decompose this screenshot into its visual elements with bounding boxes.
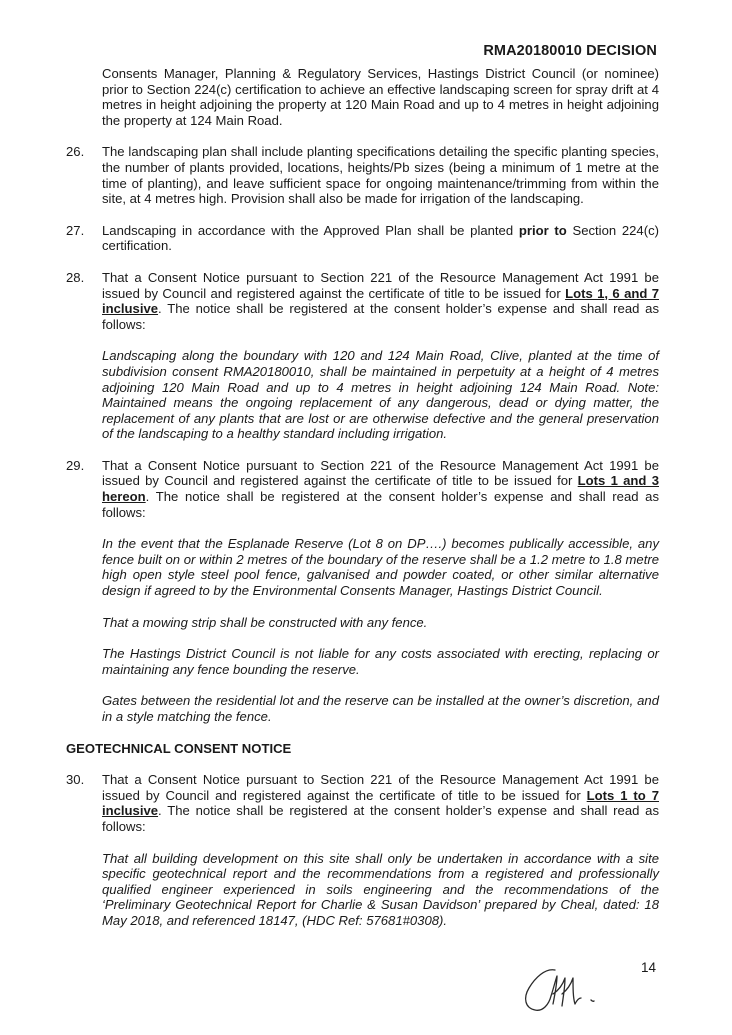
consent-notice-text: Landscaping along the boundary with 120 and 124 Main Road, Clive, planted at the time of subdivision consent RMA20180010, shall be maintained in perpetuity at a height of 4 metres adjoining 120 Main Road and up to 4 metres in height adjoining 124 Main Road. Note: Maintained means the ongoing replacement of any dangerous, dead or dying matter, the replacement of any plants that are lost or are otherwise defective and the general preservation of the landscaping to a healthy standard including irrigation.	[102, 348, 659, 442]
document-body	[66, 66, 659, 945]
consent-notice-text: Gates between the residential lot and the reserve can be installed at the owner’s discretion, and in a style matching the fence.	[102, 693, 659, 724]
condition-text	[102, 772, 659, 834]
text-run: That a Consent Notice pursuant to Section 221 of the Resource Management Act 1991 be issued by Council and registered against the certificate of title to be issued for	[102, 457, 659, 489]
text-run: That a Consent Notice pursuant to Section 221 of the Resource Management Act 1991 be issued by Council and registered against the certificate of title to be issued for	[102, 269, 659, 301]
condition-number: 27.	[66, 222, 85, 238]
text-run: . The notice shall be registered at the consent holder’s expense and shall read as follows:	[102, 803, 659, 834]
page-number: 14	[641, 960, 657, 975]
condition-30	[66, 772, 659, 834]
section-heading: GEOTECHNICAL CONSENT NOTICE	[66, 740, 292, 756]
condition-26	[66, 144, 659, 206]
emphasis: prior to	[518, 222, 567, 238]
text-run: Section 224(c) certification.	[102, 222, 659, 254]
text-run: . The notice shall be registered at the consent holder’s expense and shall read as follows:	[102, 489, 659, 520]
condition-number: 28.	[66, 269, 85, 285]
condition-text	[102, 223, 659, 254]
condition-number: 26.	[66, 144, 85, 160]
consent-notice-text: That all building development on this site shall only be undertaken in accordance with a site specific geotechnical report and the recommendations from a registered and professionally qualified engineer experienced in soils engineering and the recommendations of the ‘Preliminary Geotechnical Report for Charlie & Susan Davidson’ prepared by Cheal, dated: 18 May 2018, and referenced 18147, (HDC Ref: 57681#0308).	[102, 850, 659, 928]
consent-notice-text: In the event that the Esplanade Reserve (Lot 8 on DP….) becomes publically accessible, any fence built on or within 2 metres of the boundary of the reserve shall be a 1.2 metre to 1.8 metre high open style steel pool fence, galvanised and powder coated, or other similar alternative design if agreed to by the Environmental Consents Manager, Hastings District Council.	[102, 536, 659, 599]
lots-reference: Lots 1, 6 and 7 inclusive	[102, 285, 660, 317]
condition-text	[102, 270, 659, 332]
condition-number: 29.	[66, 457, 85, 473]
condition-text: The landscaping plan shall include planting specifications detailing the specific planting species, the number of plants provided, locations, heights/Pb sizes (being a minimum of 1 metre at the time of planting), and leave sufficient space for ongoing maintenance/trimming from within the site, at 4 metres high. Provision shall also be made for irrigation of the landscaping.	[102, 144, 659, 207]
text-run: That a Consent Notice pursuant to Section 221 of the Resource Management Act 1991 be issued by Council and registered against the certificate of title to be issued for	[102, 772, 659, 803]
document-reference: RMA20180010 DECISION	[483, 43, 657, 59]
lots-reference: Lots 1 to 7 inclusive	[102, 787, 659, 819]
condition-text	[102, 458, 659, 520]
text-run: Landscaping in accordance with the Approved Plan shall be planted	[102, 222, 519, 238]
condition-number: 30.	[66, 772, 85, 788]
condition-29	[66, 458, 659, 520]
condition-28	[66, 270, 659, 332]
condition-25-continuation: Consents Manager, Planning & Regulatory Services, Hastings District Council (or nominee) prior to Section 224(c) certification to achieve an effective landscaping screen for spray drift at 4 metres in height adjoining the property at 120 Main Road and up to 4 metres in height adjoining the property at 124 Main Road.	[102, 66, 659, 128]
consent-notice-text: That a mowing strip shall be constructed with any fence.	[102, 614, 428, 630]
lots-reference: Lots 1 and 3 hereon	[102, 473, 659, 505]
condition-27	[66, 223, 659, 254]
text-run: . The notice shall be registered at the consent holder’s expense and shall read as follows:	[102, 301, 659, 332]
consent-notice-text: The Hastings District Council is not liable for any costs associated with erecting, replacing or maintaining any fence bounding the reserve.	[102, 646, 659, 677]
signature-icon	[515, 964, 611, 1016]
